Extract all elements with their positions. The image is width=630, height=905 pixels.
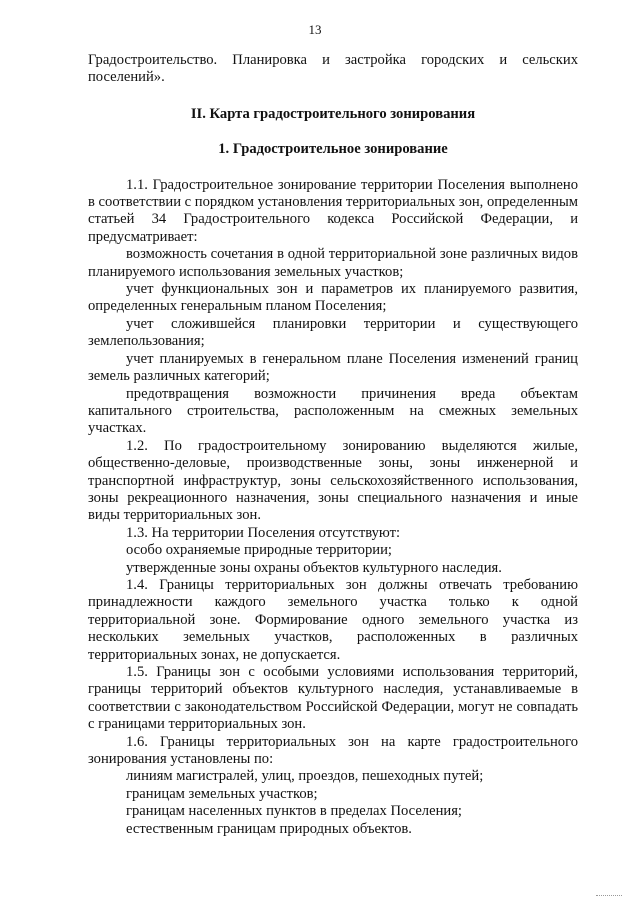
list-item: учет функциональных зон и параметров их планируемого развития, определенных генеральным планом Поселения; bbox=[88, 281, 578, 315]
intro-paragraph: Градостроительство. Планировка и застройка городских и сельских поселений». bbox=[88, 52, 578, 86]
scan-artifact bbox=[596, 895, 622, 899]
paragraph-1-5: 1.5. Границы зон с особыми условиями использования территорий, границы территорий объектов культурного наследия, устанавливаемые в соответствии с законодательством Российской Федерации, могут не совпадать с границами территориальных зон. bbox=[88, 664, 578, 733]
list-item: линиям магистралей, улиц, проездов, пешеходных путей; bbox=[126, 768, 484, 785]
paragraph-1-3: 1.3. На территории Поселения отсутствуют: bbox=[126, 524, 401, 541]
paragraph-1-1: 1.1. Градостроительное зонирование территории Поселения выполнено в соответствии с порядком установления территориальных зон, определенным статьей 34 Градостроительного кодекса Российской Федерации, и предусматривает: bbox=[88, 176, 578, 245]
section-heading: II. Карта градостроительного зонирования bbox=[190, 105, 476, 122]
list-item: границам земельных участков; bbox=[126, 785, 318, 802]
list-item: возможность сочетания в одной территориальной зоне различных видов планируемого использования земельных участков; bbox=[88, 246, 578, 280]
list-item: учет планируемых в генеральном плане Поселения изменений границ земель различных категорий; bbox=[88, 350, 578, 385]
list-item: границам населенных пунктов в пределах Поселения; bbox=[126, 803, 462, 820]
document-body bbox=[88, 52, 578, 838]
page-number: 13 bbox=[308, 22, 322, 37]
paragraph-1-4: 1.4. Границы территориальных зон должны отвечать требованию принадлежности каждого земельного участка только к одной территориальной зоне. Формирование одного земельного участка из нескольких земельных участков, расположенных в различных территориальных зонах, не допускается. bbox=[88, 576, 578, 663]
list-item: утвержденные зоны охраны объектов культурного наследия. bbox=[126, 559, 502, 576]
subsection-heading: 1. Градостроительное зонирование bbox=[218, 141, 448, 158]
list-item: естественным границам природных объектов. bbox=[126, 820, 412, 837]
list-item: учет сложившейся планировки территории и существующего землепользования; bbox=[88, 315, 578, 350]
paragraph-1-6: 1.6. Границы территориальных зон на карте градостроительного зонирования установлены по: bbox=[88, 733, 578, 768]
list-item: предотвращения возможности причинения вреда объектам капитального строительства, расположенным на смежных земельных участках. bbox=[88, 385, 578, 437]
list-item: особо охраняемые природные территории; bbox=[126, 542, 392, 559]
paragraph-1-2: 1.2. По градостроительному зонированию выделяются жилые, общественно-деловые, производственные зоны, зоны инженерной и транспортной инфраструктур, зоны сельскохозяйственного использования, зоны рекреационного назначения, зоны специального назначения и иные виды территориальных зон. bbox=[88, 437, 578, 524]
